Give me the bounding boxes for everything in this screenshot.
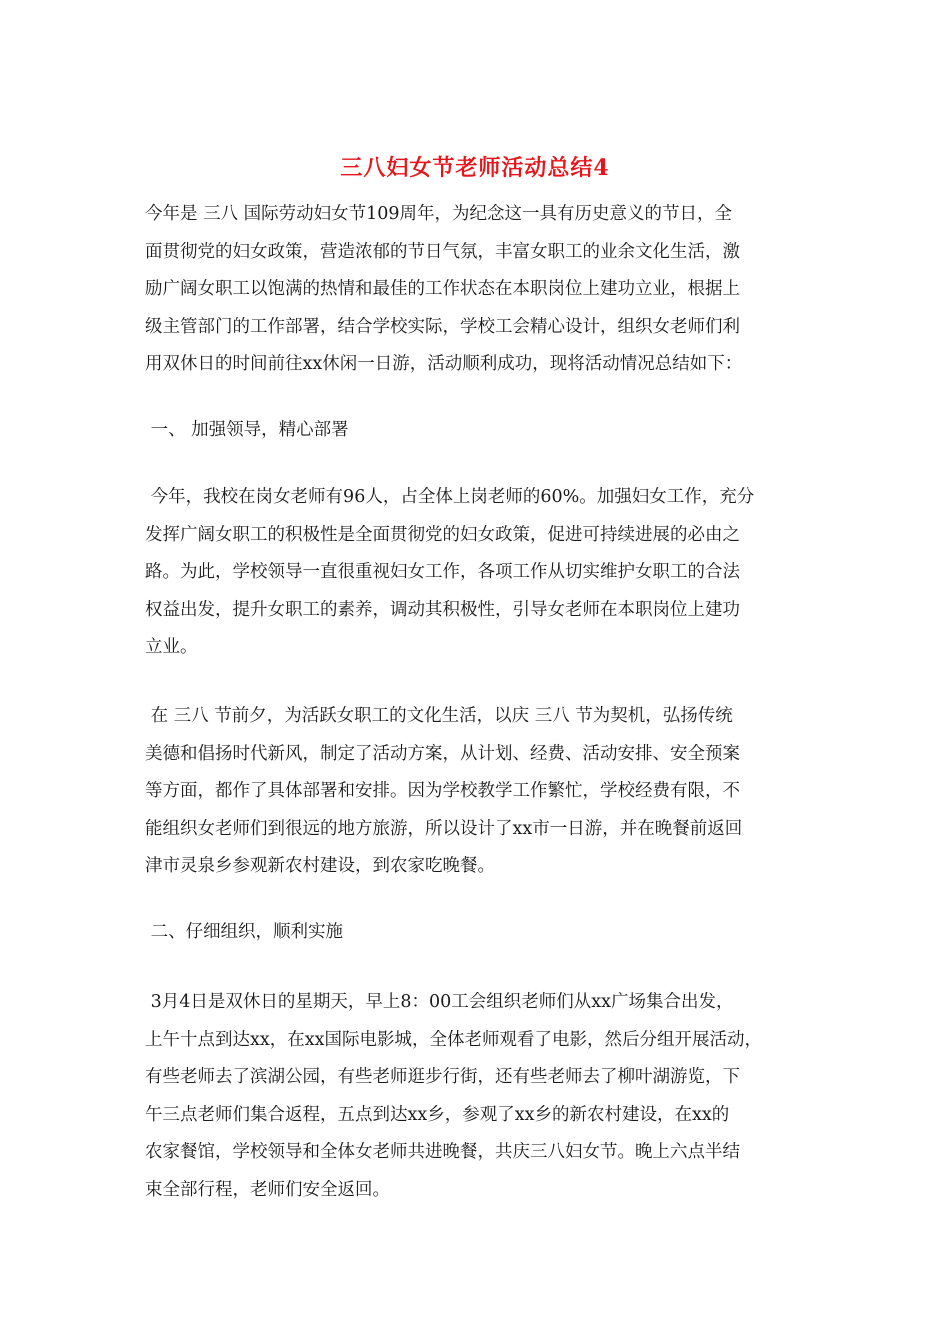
paragraph-activity [145, 984, 825, 1209]
text-line: 津市灵泉乡参观新农村建设，到农家吃晚餐。 [145, 856, 495, 876]
text-line: 3月4日是双休日的星期天，早上8：00工会组织老师们从xx广场集合出发， [145, 992, 734, 1012]
text-line: 立业。 [145, 637, 198, 657]
paragraph-plan [145, 698, 825, 886]
text-line: 发挥广阔女职工的积极性是全面贯彻党的妇女政策，促进可持续进展的必由之 [145, 524, 740, 545]
text-line: 有些老师去了滨湖公园，有些老师逛步行街，还有些老师去了柳叶湖游览，下 [145, 1067, 740, 1087]
text-line: 在 三八 节前夕，为活跃女职工的文化生活，以庆 三八 节为契机，弘扬传统 [145, 706, 733, 726]
section-heading-2 [145, 914, 825, 952]
text-line: 农家餐馆，学校领导和全体女老师共进晚餐，共庆三八妇女节。晚上六点半结 [145, 1142, 740, 1162]
text-line: 面贯彻党的妇女政策，营造浓郁的节日气氛，丰富女职工的业余文化生活，激 [145, 241, 740, 262]
text-line: 励广阔女职工以饱满的热情和最佳的工作状态在本职岗位上建功立业，根据上 [145, 279, 740, 299]
text-line: 美德和倡扬时代新风，制定了活动方案，从计划、经费、活动安排、安全预案 [145, 743, 740, 764]
document-title: 三八妇女节老师活动总结4 [340, 155, 610, 181]
text-line: 权益出发，提升女职工的素养，调动其积极性，引导女老师在本职岗位上建功 [145, 599, 740, 620]
text-line: 上午十点到达xx，在xx国际电影城，全体老师观看了电影，然后分组开展活动， [145, 1029, 762, 1050]
paragraph-intro [145, 196, 825, 384]
section-heading-1 [145, 412, 825, 450]
heading-line: 一、 加强领导，精心部署 [145, 420, 349, 440]
text-line: 束全部行程，老师们安全返回。 [145, 1179, 390, 1200]
text-line: 级主管部门的工作部署，结合学校实际，学校工会精心设计，组织女老师们利 [145, 316, 740, 337]
text-line: 午三点老师们集合返程，五点到达xx乡，参观了xx乡的新农村建设，在xx的 [145, 1104, 730, 1125]
text-line: 路。为此，学校领导一直很重视妇女工作，各项工作从切实维护女职工的合法 [145, 562, 740, 582]
heading-line: 二、仔细组织，顺利实施 [145, 922, 344, 942]
text-line: 今年，我校在岗女老师有96人，占全体上岗老师的60%。加强妇女工作，充分 [145, 487, 755, 507]
text-line: 用双休日的时间前往xx休闲一日游，活动顺利成功，现将活动情况总结如下： [145, 354, 743, 374]
text-line: 等方面，都作了具体部署和安排。因为学校教学工作繁忙，学校经费有限，不 [145, 781, 740, 801]
text-line: 能组织女老师们到很远的地方旅游，所以设计了xx市一日游，并在晚餐前返回 [145, 818, 743, 839]
paragraph-staff [145, 479, 825, 667]
text-line: 今年是 三八 国际劳动妇女节109周年，为纪念这一具有历史意义的节日，全 [145, 204, 733, 224]
